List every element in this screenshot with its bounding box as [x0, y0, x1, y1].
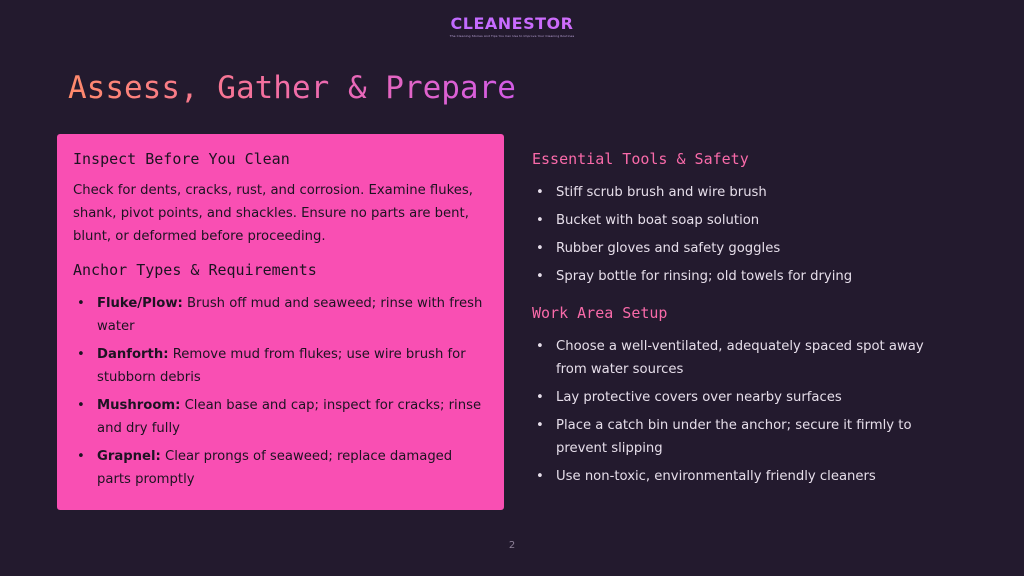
- list-item: • Spray bottle for rinsing; old towels for drying: [532, 265, 952, 288]
- inspection-card: [57, 134, 504, 510]
- list-item: [73, 394, 488, 440]
- inspect-text: Check for dents, cracks, rust, and corrosion. Examine flukes, shank, pivot points, and shackles. Ensure no parts are bent, blunt, or deformed before proceeding.: [73, 183, 473, 244]
- inspect-heading: Inspect Before You Clean: [73, 150, 290, 168]
- list-item: • Lay protective covers over nearby surfaces: [532, 386, 952, 409]
- anchor-type-name: Mushroom:: [97, 398, 181, 413]
- brand-name: CLEANESTOR: [0, 14, 1024, 33]
- list-item: • Rubber gloves and safety goggles: [532, 237, 952, 260]
- work-area-heading: Work Area Setup: [532, 304, 668, 322]
- anchor-type-name: Grapnel:: [97, 449, 161, 464]
- anchor-types-heading: Anchor Types & Requirements: [73, 261, 317, 279]
- brand-tagline: The Cleaning Stories And Tips You Can Use to Improve Your Cleaning Routines: [449, 34, 575, 38]
- list-item: [73, 445, 488, 491]
- anchor-type-text: Brush off mud and seaweed; rinse with fresh water: [97, 296, 483, 334]
- list-item: [73, 343, 488, 389]
- anchor-types-list: [73, 292, 488, 491]
- work-area-list: [532, 335, 952, 488]
- page-number: 2: [508, 540, 516, 551]
- list-item: • Choose a well-ventilated, adequately spaced spot away from water sources: [532, 335, 952, 381]
- anchor-type-text: Clear prongs of seaweed; replace damaged parts promptly: [97, 449, 453, 487]
- list-item: • Place a catch bin under the anchor; secure it firmly to prevent slipping: [532, 414, 952, 460]
- list-item: • Use non-toxic, environmentally friendly cleaners: [532, 465, 952, 488]
- anchor-type-text: Clean base and cap; inspect for cracks; rinse and dry fully: [97, 398, 482, 436]
- anchor-type-text: Remove mud from flukes; use wire brush for stubborn debris: [97, 347, 466, 385]
- list-item: • Bucket with boat soap solution: [532, 209, 952, 232]
- tools-list: [532, 181, 952, 288]
- list-item: [73, 292, 488, 338]
- anchor-type-name: Fluke/Plow:: [97, 296, 183, 311]
- brand-logo: [0, 14, 1024, 38]
- anchor-type-name: Danforth:: [97, 347, 169, 362]
- slide-title: Assess, Gather & Prepare: [68, 70, 516, 106]
- right-column: [532, 150, 952, 493]
- tools-heading: Essential Tools & Safety: [532, 150, 749, 168]
- list-item: • Stiff scrub brush and wire brush: [532, 181, 952, 204]
